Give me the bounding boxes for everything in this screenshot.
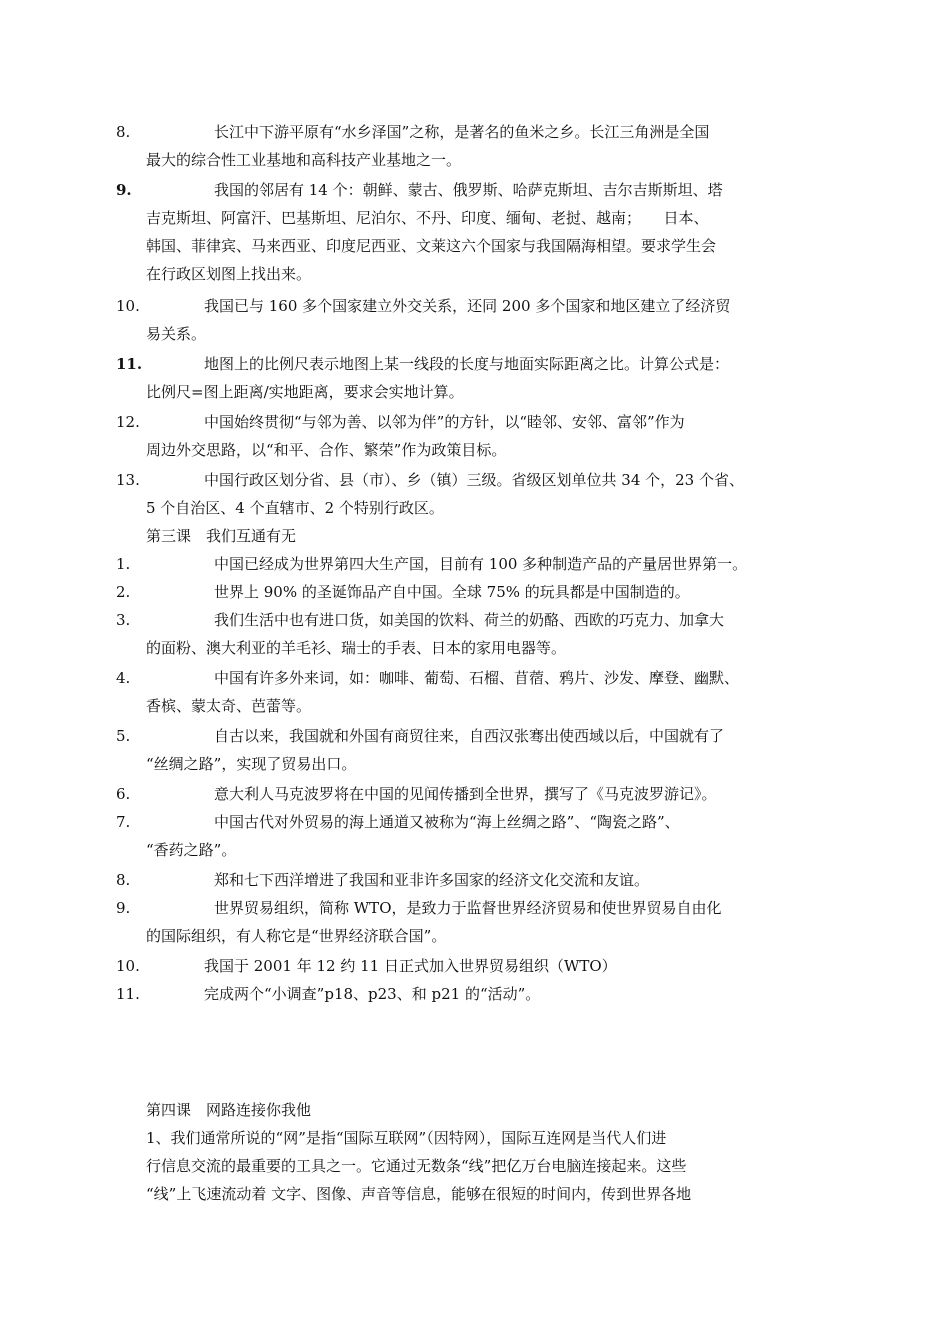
item-text-line: 易关系。 (146, 325, 207, 343)
item-text-line: 世界贸易组织，简称 WTO，是致力于监督世界经济贸易和使世界贸易自由化 (214, 899, 722, 917)
item-text-line: 我国已与 160 多个国家建立外交关系，还同 200 多个国家和地区建立了经济贸 (204, 297, 731, 315)
item-number: 8. (116, 871, 131, 889)
item-text-line: “香药之路”。 (146, 841, 237, 859)
item-text-line: 的面粉、澳大利亚的羊毛衫、瑞士的手表、日本的家用电器等。 (146, 639, 567, 657)
item-number: 6. (116, 785, 131, 803)
item-number: 12. (116, 413, 140, 431)
item-number: 3. (116, 611, 131, 629)
item-number: 4. (116, 669, 131, 687)
item-text-line: 5 个自治区、4 个直辖市、2 个特别行政区。 (146, 499, 444, 517)
lesson-4-heading: 第四课 网路连接你我他 (146, 1101, 312, 1119)
item-text-line: 在行政区划图上找出来。 (146, 265, 312, 283)
item-number: 8. (116, 123, 131, 141)
paragraph-line: 行信息交流的最重要的工具之一。它通过无数条“线”把亿万台电脑连接起来。这些 (146, 1157, 687, 1175)
item-text-line: 周边外交思路，以“和平、合作、繁荣”作为政策目标。 (146, 441, 507, 459)
item-number: 9. (116, 181, 132, 199)
item-text-line: 韩国、菲律宾、马来西亚、印度尼西亚、文莱这六个国家与我国隔海相望。要求学生会 (146, 237, 717, 255)
item-number: 7. (116, 813, 131, 831)
item-text-line: 地图上的比例尺表示地图上某一线段的长度与地面实际距离之比。计算公式是： (204, 355, 730, 373)
item-text-line: 的国际组织，有人称它是“世界经济联合国”。 (146, 927, 447, 945)
item-text-line: 中国行政区划分省、县（市）、乡（镇）三级。省级区划单位共 34 个，23 个省、 (204, 471, 744, 489)
item-text-line: 香槟、蒙太奇、芭蕾等。 (146, 697, 312, 715)
item-number: 10. (116, 957, 140, 975)
item-number: 11. (116, 985, 140, 1003)
item-text-line: 意大利人马克波罗将在中国的见闻传播到全世界，撰写了《马克波罗游记》。 (214, 785, 717, 803)
item-number: 5. (116, 727, 131, 745)
item-text-line: 中国已经成为世界第四大生产国，目前有 100 多种制造产品的产量居世界第一。 (214, 555, 748, 573)
item-number: 11. (116, 355, 143, 373)
item-text-line: 中国有许多外来词，如：咖啡、葡萄、石榴、苜蓿、鸦片、沙发、摩登、幽默、 (214, 669, 740, 687)
item-number: 10. (116, 297, 140, 315)
item-text-line: 中国始终贯彻“与邻为善、以邻为伴”的方针，以“睦邻、安邻、富邻”作为 (204, 413, 685, 431)
item-number: 2. (116, 583, 131, 601)
item-text-line: 吉克斯坦、阿富汗、巴基斯坦、尼泊尔、不丹、印度、缅甸、老挝、越南； 日本、 (146, 209, 709, 227)
item-number: 9. (116, 899, 131, 917)
item-text-line: 我们生活中也有进口货，如美国的饮料、荷兰的奶酪、西欧的巧克力、加拿大 (214, 611, 725, 629)
item-text-line: “丝绸之路”，实现了贸易出口。 (146, 755, 357, 773)
item-text-line: 我国于 2001 年 12 约 11 日正式加入世界贸易组织（WTO） (204, 957, 617, 975)
item-number: 1. (116, 555, 131, 573)
item-text-line: 我国的邻居有 14 个：朝鲜、蒙古、俄罗斯、哈萨克斯坦、吉尔吉斯斯坦、塔 (214, 181, 723, 199)
item-text-line: 最大的综合性工业基地和高科技产业基地之一。 (146, 151, 462, 169)
lesson-3-heading: 第三课 我们互通有无 (146, 527, 297, 545)
item-text-line: 长江中下游平原有“水乡泽国”之称，是著名的鱼米之乡。长江三角洲是全国 (214, 123, 710, 141)
item-number: 13. (116, 471, 140, 489)
paragraph-line: “线”上飞速流动着 文字、图像、声音等信息，能够在很短的时间内，传到世界各地 (146, 1185, 692, 1203)
item-text-line: 郑和七下西洋增进了我国和亚非许多国家的经济文化交流和友谊。 (214, 871, 650, 889)
paragraph-line: 1、我们通常所说的“网”是指“国际互联网”（因特网），国际互连网是当代人们进 (146, 1129, 667, 1147)
item-text-line: 中国古代对外贸易的海上通道又被称为“海上丝绸之路”、“陶瓷之路”、 (214, 813, 680, 831)
item-text-line: 比例尺=图上距离/实地距离，要求会实地计算。 (146, 383, 464, 401)
item-text-line: 完成两个“小调查”p18、p23、和 p21 的“活动”。 (204, 985, 541, 1003)
item-text-line: 世界上 90% 的圣诞饰品产自中国。全球 75% 的玩具都是中国制造的。 (214, 583, 690, 601)
item-text-line: 自古以来，我国就和外国有商贸往来，自西汉张骞出使西域以后，中国就有了 (214, 727, 725, 745)
